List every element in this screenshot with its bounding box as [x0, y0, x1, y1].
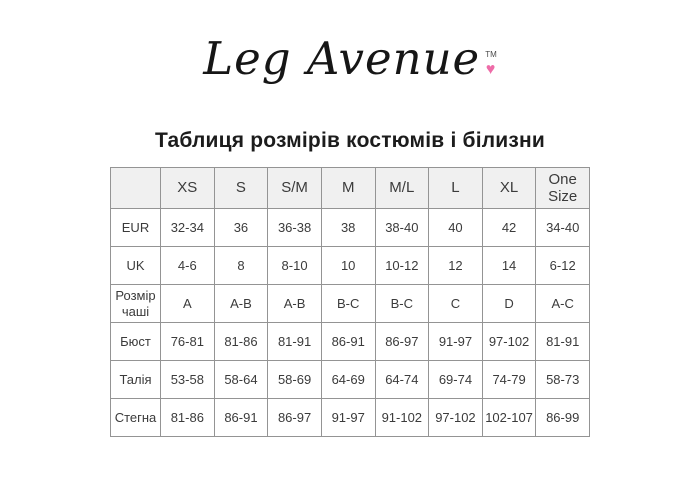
brand-logo-text: Leg Avenue: [203, 32, 481, 85]
size-cell: 81-86: [214, 323, 268, 361]
page-title: Таблиця розмірів костюмів і білизни: [154, 129, 546, 152]
size-cell: 91-97: [429, 323, 483, 361]
size-cell: D: [482, 285, 536, 323]
size-cell: 4-6: [161, 247, 215, 285]
size-cell: 58-69: [268, 361, 322, 399]
size-cell: 74-79: [482, 361, 536, 399]
column-header-onesize: One Size: [536, 168, 590, 209]
size-cell: 97-102: [482, 323, 536, 361]
size-cell: 64-74: [375, 361, 429, 399]
size-cell: 32-34: [161, 209, 215, 247]
table-row-uk: [111, 247, 590, 285]
size-cell: 86-97: [375, 323, 429, 361]
size-cell: 64-69: [321, 361, 375, 399]
size-cell: 6-12: [536, 247, 590, 285]
size-cell: 58-73: [536, 361, 590, 399]
size-table: [110, 167, 590, 437]
size-cell: 10: [321, 247, 375, 285]
size-cell: 38-40: [375, 209, 429, 247]
table-row-eur: [111, 209, 590, 247]
row-label: Стегна: [111, 399, 161, 437]
row-label: Талія: [111, 361, 161, 399]
size-cell: 36-38: [268, 209, 322, 247]
size-cell: A-C: [536, 285, 590, 323]
column-header-s: S: [214, 168, 268, 209]
column-header-xl: XL: [482, 168, 536, 209]
size-cell: 53-58: [161, 361, 215, 399]
size-cell: 97-102: [429, 399, 483, 437]
row-label: Бюст: [111, 323, 161, 361]
size-cell: B-C: [375, 285, 429, 323]
header-row: [111, 168, 590, 209]
size-cell: 86-91: [321, 323, 375, 361]
size-cell: 42: [482, 209, 536, 247]
table-row-hips: [111, 399, 590, 437]
size-cell: 102-107: [482, 399, 536, 437]
size-cell: 34-40: [536, 209, 590, 247]
size-cell: A-B: [214, 285, 268, 323]
table-row-bust: [111, 323, 590, 361]
size-cell: 91-97: [321, 399, 375, 437]
row-label: EUR: [111, 209, 161, 247]
size-cell: C: [429, 285, 483, 323]
table-row-waist: [111, 361, 590, 399]
size-cell: B-C: [321, 285, 375, 323]
size-cell: 38: [321, 209, 375, 247]
size-cell: 8-10: [268, 247, 322, 285]
table-row-cup-size: [111, 285, 590, 323]
column-header-m: M: [321, 168, 375, 209]
size-cell: 8: [214, 247, 268, 285]
size-cell: 10-12: [375, 247, 429, 285]
row-label: UK: [111, 247, 161, 285]
size-cell: 58-64: [214, 361, 268, 399]
corner-cell: [111, 168, 161, 209]
size-cell: 86-97: [268, 399, 322, 437]
size-cell: 91-102: [375, 399, 429, 437]
size-cell: 40: [429, 209, 483, 247]
size-cell: 12: [429, 247, 483, 285]
row-label: Розмір чаші: [111, 285, 161, 323]
size-cell: 86-99: [536, 399, 590, 437]
column-header-xs: XS: [161, 168, 215, 209]
size-cell: 81-91: [268, 323, 322, 361]
size-cell: 81-91: [536, 323, 590, 361]
size-cell: 36: [214, 209, 268, 247]
brand-logo-mark: [485, 51, 497, 78]
size-cell: 86-91: [214, 399, 268, 437]
column-header-ml: M/L: [375, 168, 429, 209]
brand-logo: [0, 34, 700, 84]
size-cell: 81-86: [161, 399, 215, 437]
trademark-label: TM: [485, 50, 497, 59]
column-header-l: L: [429, 168, 483, 209]
size-cell: 76-81: [161, 323, 215, 361]
column-header-sm: S/M: [268, 168, 322, 209]
size-cell: A: [161, 285, 215, 323]
heart-icon: ♥: [485, 61, 497, 78]
size-cell: A-B: [268, 285, 322, 323]
size-cell: 69-74: [429, 361, 483, 399]
size-cell: 14: [482, 247, 536, 285]
